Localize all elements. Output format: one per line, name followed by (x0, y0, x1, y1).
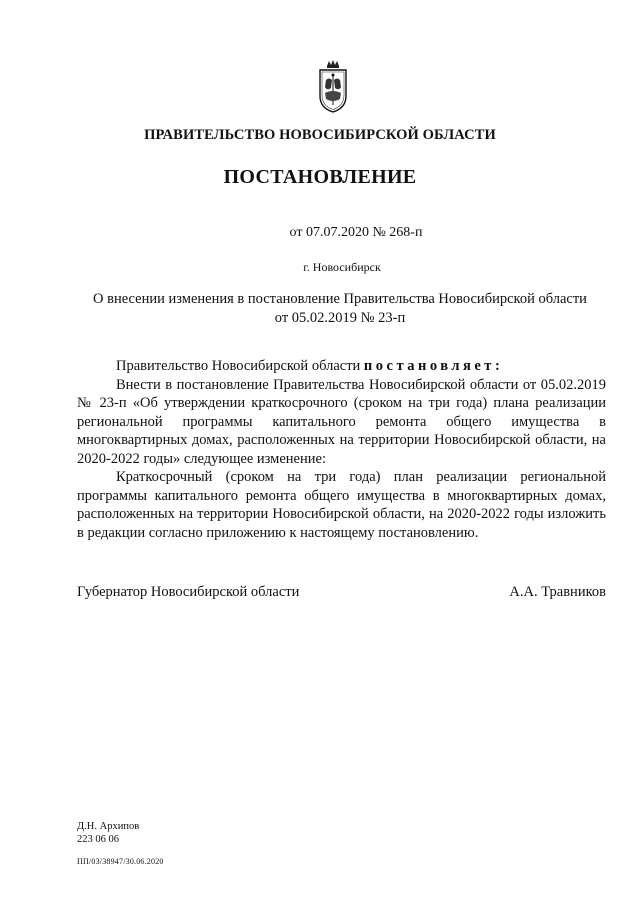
document-body (77, 357, 606, 542)
body-paragraph-2: Краткосрочный (сроком на три года) план реализации региональной программы капитального ремонта общего имущества в многоквартирных домах, расположенных на территории Новосибирской области, на 2020-2022 годы изложить в редакции согласно приложению к настоящему постановлению. (77, 469, 606, 541)
executor-info (77, 820, 139, 846)
executor-phone: 223 06 06 (77, 834, 119, 845)
document-code: ПП/03/38947/30.06.2020 (77, 857, 164, 866)
subject-line-1: О внесении изменения в постановление Правительства Новосибирской области (93, 291, 587, 307)
signatory-name: А.А. Травников (509, 584, 606, 600)
document-type-heading: ПОСТАНОВЛЕНИЕ (223, 166, 417, 188)
resolves-colon: : (494, 358, 504, 374)
subject-line-2: от 05.02.2019 № 23-п (274, 310, 406, 326)
organization-title: ПРАВИТЕЛЬСТВО НОВОСИБИРСКОЙ ОБЛАСТИ (144, 127, 496, 143)
coat-of-arms-icon (318, 58, 348, 114)
document-date-number: от 07.07.2020 № 268-п (289, 225, 423, 240)
signatory-position: Губернатор Новосибирской области (77, 584, 300, 600)
document-city: г. Новосибирск (303, 260, 381, 274)
executor-name: Д.Н. Архипов (77, 821, 140, 832)
body-paragraph-1: Внести в постановление Правительства Новосибирской области от 05.02.2019 № 23-п «Об утверждении краткосрочного (сроком на три года) плана реализации региональной программы капитального ремонта общего имущества в многоквартирных домах, расположенных на территории Новосибирской области, на 2020-2022 годы» следующее изменение: (77, 376, 606, 467)
resolves-word: постановляет (363, 358, 495, 374)
body-intro (77, 357, 606, 376)
signature-block (77, 584, 606, 601)
document-subject (70, 290, 610, 328)
intro-text: Правительство Новосибирской области (116, 358, 364, 374)
